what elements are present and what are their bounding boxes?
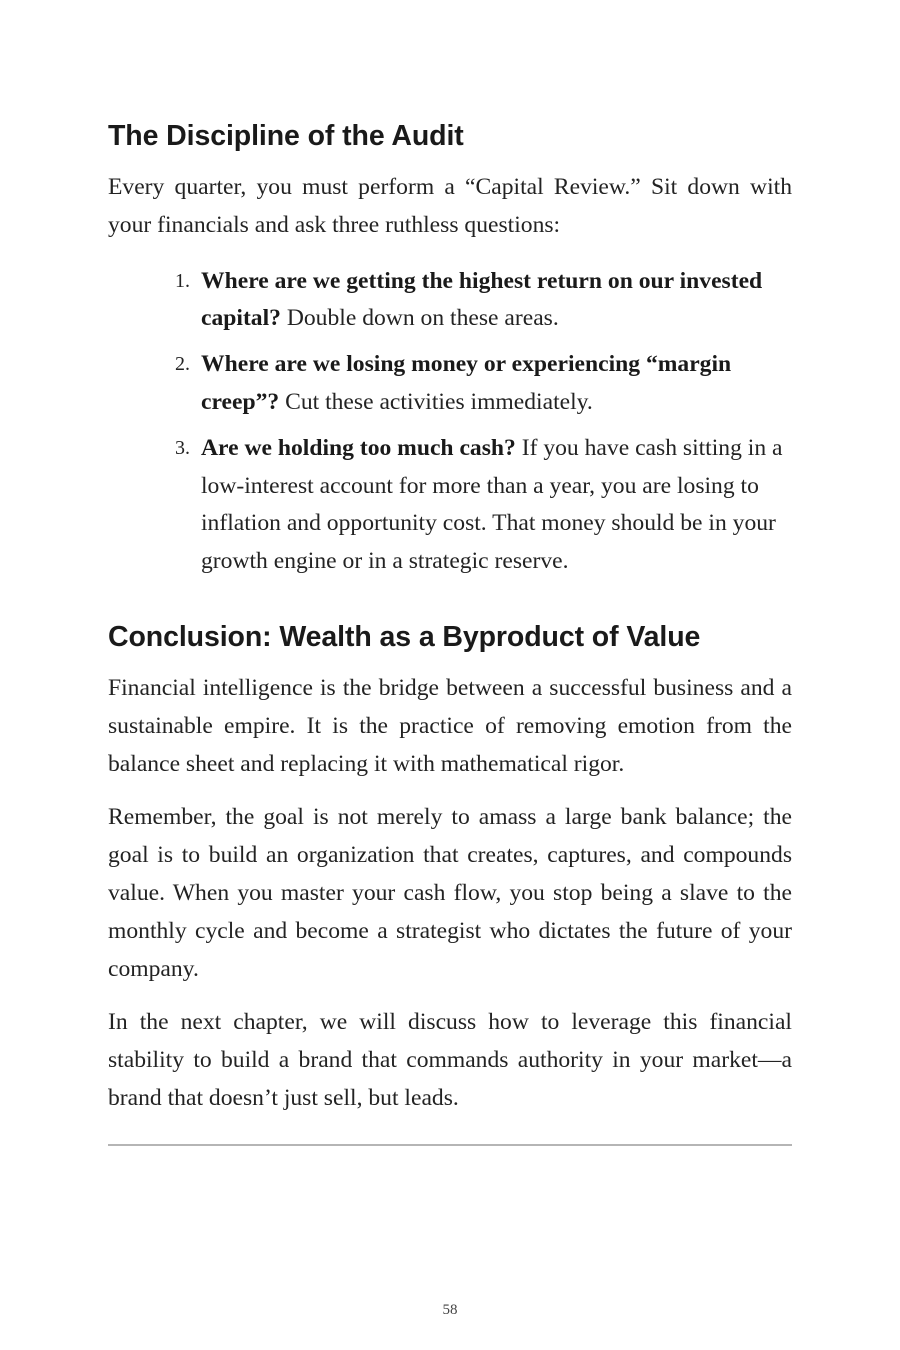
- list-item-number: 1.: [175, 269, 190, 292]
- section-divider: [108, 1144, 792, 1146]
- question-body-text: Double down on these areas.: [280, 305, 559, 332]
- conclusion-paragraph: Financial intelligence is the bridge between a successful business and a sustainable empire. It is the practice of removing emotion from the balance sheet and replacing it with mathematical rigor.: [108, 674, 792, 777]
- conclusion-paragraph: Remember, the goal is not merely to amass a large bank balance; the goal is to build an organization that creates, captures, and compounds value. When you master your cash flow, you stop being a slave to the monthly cycle and become a strategist who dictates the future of your company.: [108, 804, 792, 982]
- question-body-text: If you have cash sitting in a low-interest account for more than a year, you are losing to inflation and opportunity cost. That money should be in your growth engine or in a strategic reserve.: [201, 434, 783, 575]
- question-bold-text: Are we holding too much cash?: [201, 434, 516, 461]
- list-item: [175, 263, 792, 339]
- list-item: [175, 430, 792, 581]
- conclusion-paragraph: In the next chapter, we will discuss how to leverage this financial stability to build a brand that commands authority in your market—a brand that doesn’t just sell, but leads.: [108, 1009, 792, 1111]
- page-content: [108, 116, 792, 1146]
- section-heading-audit: The Discipline of the Audit: [108, 120, 464, 152]
- list-item-number: 3.: [175, 436, 190, 459]
- question-bold-text: Where are we losing money or experiencing “margin creep”?: [201, 351, 732, 415]
- page-number: 58: [442, 1302, 458, 1318]
- capital-review-questions: [108, 263, 792, 581]
- list-item: [175, 346, 792, 422]
- audit-intro-paragraph: Every quarter, you must perform a “Capital Review.” Sit down with your financials and ask three ruthless questions:: [108, 174, 792, 238]
- question-body-text: Cut these activities immediately.: [279, 388, 593, 415]
- section-heading-conclusion: Conclusion: Wealth as a Byproduct of Value: [108, 620, 701, 653]
- question-bold-text: Where are we getting the highest return on our invested capital?: [201, 267, 763, 332]
- list-item-number: 2.: [175, 353, 190, 376]
